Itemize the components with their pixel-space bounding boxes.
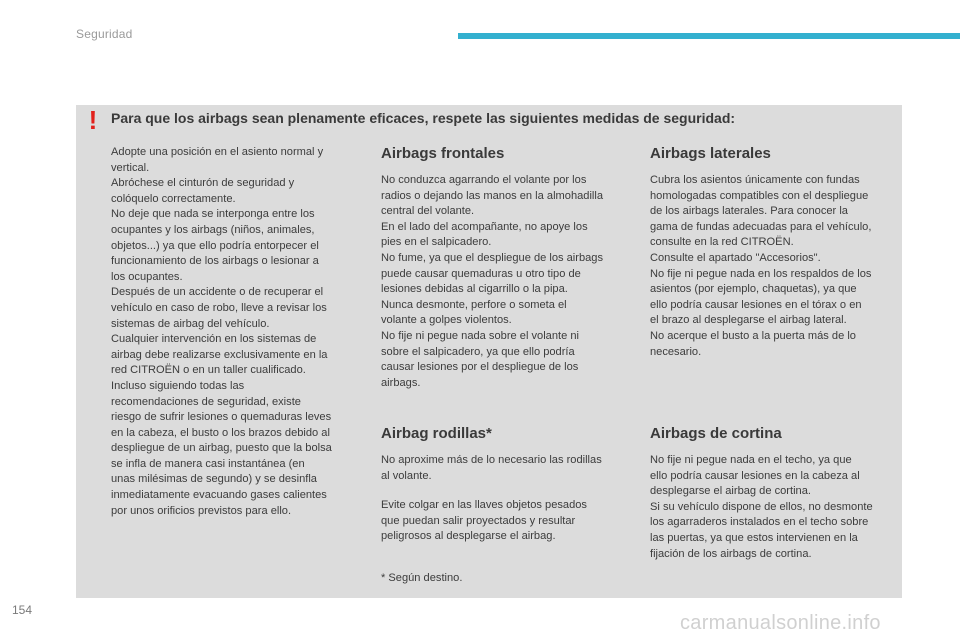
text-line: No conduzca agarrando el volante por los: [381, 174, 587, 186]
text-line: vertical.: [111, 161, 150, 174]
text-line: riesgo de sufrir lesiones o quemaduras leves: [111, 411, 332, 424]
text-line: al volante.: [381, 469, 432, 482]
text-line: el brazo al desplegarse el airbag lateral.: [650, 314, 847, 327]
section-title: Airbags frontales: [381, 145, 505, 162]
watermark: carmanualsonline.info: [680, 612, 881, 634]
text-line: No aproxime más de lo necesario las rodillas: [381, 454, 602, 466]
text-line: No deje que nada se interponga entre los: [111, 208, 315, 221]
laterales-section: [650, 145, 900, 360]
text-line: asientos (por ejemplo, chaquetas), ya que: [650, 283, 857, 296]
text-line: Después de un accidente o de recuperar el: [111, 286, 324, 299]
text-line: desplegarse el airbag de cortina.: [650, 485, 811, 498]
text-line: No acerque el busto a la puerta más de lo: [650, 329, 856, 342]
text-line: red CITROËN o en un taller cualificado.: [111, 364, 306, 377]
header-accent-bar: [458, 33, 960, 39]
text-line: los agarraderos instalados en el techo sobre: [650, 516, 869, 529]
text-line: Abróchese el cinturón de seguridad y: [111, 177, 295, 190]
text-line: Nunca desmonte, perfore o someta el: [381, 298, 567, 311]
text-line: Consulte el apartado "Accesorios".: [650, 251, 821, 264]
text-line: despliegue de un airbag, puesto que la bolsa: [111, 442, 332, 455]
text-line: No fije ni pegue nada en el techo, ya que: [650, 454, 852, 466]
text-line: objetos...) ya que ello podría entorpecer el: [111, 239, 319, 252]
text-line: por unos orificios previstos para ello.: [111, 504, 292, 517]
text-line: de los airbags laterales. Para conocer la: [650, 205, 848, 218]
text-line: Incluso siguiendo todas las: [111, 379, 245, 392]
text-line: Si su vehículo dispone de ellos, no desmonte: [650, 500, 873, 513]
text-line: causar lesiones por el despliegue de los: [381, 361, 579, 374]
text-line: recomendaciones de seguridad, existe: [111, 395, 301, 408]
text-line: airbags.: [381, 376, 421, 389]
text-line: Evite colgar en las llaves objetos pesados: [381, 499, 587, 512]
text-line: inmediatamente evacuando gases calientes: [111, 489, 327, 502]
text-line: fijación de los airbags de cortina.: [650, 547, 812, 560]
text-line: ocupantes y los airbags (niños, animales,: [111, 223, 315, 236]
text-line: No fije ni pegue nada sobre el volante ni: [381, 329, 579, 342]
text-line: consulte en la red CITROËN.: [650, 236, 794, 249]
text-line: No fije ni pegue nada en los respaldos de los: [650, 267, 872, 280]
footnote: * Según destino.: [381, 572, 463, 584]
text-line: No fume, ya que el despliegue de los airbags: [381, 251, 604, 264]
text-line: homologadas compatibles con el despliegue: [650, 189, 869, 202]
text-line: peligrosos al desplegarse el airbag.: [381, 530, 556, 543]
section-title: Airbags de cortina: [650, 425, 782, 442]
cortina-section: [650, 425, 900, 562]
text-line: radios o dejando las manos en la almohadilla: [381, 189, 604, 202]
text-line: las puertas, ya que estos intervienen en la: [650, 531, 858, 544]
text-line: colóquelo correctamente.: [111, 192, 236, 205]
warning-headline: Para que los airbags sean plenamente eficaces, respete las siguientes medidas de seguridad:: [111, 110, 736, 126]
text-line: sobre el salpicadero, ya que ello podría: [381, 345, 575, 358]
text-line: Cubra los asientos únicamente con fundas: [650, 174, 860, 186]
text-line: En el lado del acompañante, no apoye los: [381, 220, 588, 233]
frontales-section: [381, 145, 631, 391]
rodillas-section: [381, 425, 631, 545]
text-line: airbag debe realizarse exclusivamente en la: [111, 348, 328, 361]
section-label: Seguridad: [76, 27, 133, 41]
text-line: ello podría causar lesiones en el tórax o en: [650, 298, 862, 311]
section-title: Airbag rodillas*: [381, 425, 492, 442]
section-title: Airbags laterales: [650, 145, 771, 162]
text-line: Cualquier intervención en los sistemas de: [111, 333, 317, 346]
text-line: en la cabeza, el busto o los brazos debido al: [111, 426, 330, 439]
text-line: se infla de manera casi instantánea (en: [111, 457, 305, 470]
text-line: ello podría causar lesiones en la cabeza al: [650, 469, 860, 482]
page-number: 154: [12, 603, 33, 617]
text-line: central del volante.: [381, 205, 475, 218]
text-line: puede causar quemaduras u otro tipo de: [381, 267, 581, 280]
text-line: lesiones debidas al cigarrillo o la pipa.: [381, 283, 568, 296]
text-line: necesario.: [650, 345, 702, 358]
text-line: que puedan salir proyectados y resultar: [381, 514, 576, 527]
text-line: vehículo en caso de robo, lleve a revisar los: [111, 301, 327, 314]
text-line: sistemas de airbag del vehículo.: [111, 317, 270, 330]
text-line: Adopte una posición en el asiento normal y: [111, 146, 324, 158]
exclamation-mark-icon: !: [88, 105, 98, 135]
text-line: unas milésimas de segundo) y se desinfla: [111, 473, 317, 486]
text-line: volante a golpes violentos.: [381, 314, 512, 327]
text-line: gama de fundas adecuadas para el vehículo,: [650, 220, 872, 233]
paragraph-gap: [381, 484, 631, 498]
text-line: los ocupantes.: [111, 270, 183, 283]
general-advice-column: [111, 145, 359, 519]
text-line: pies en el salpicadero.: [381, 236, 492, 249]
text-line: funcionamiento de los airbags o lesionar a: [111, 255, 319, 268]
